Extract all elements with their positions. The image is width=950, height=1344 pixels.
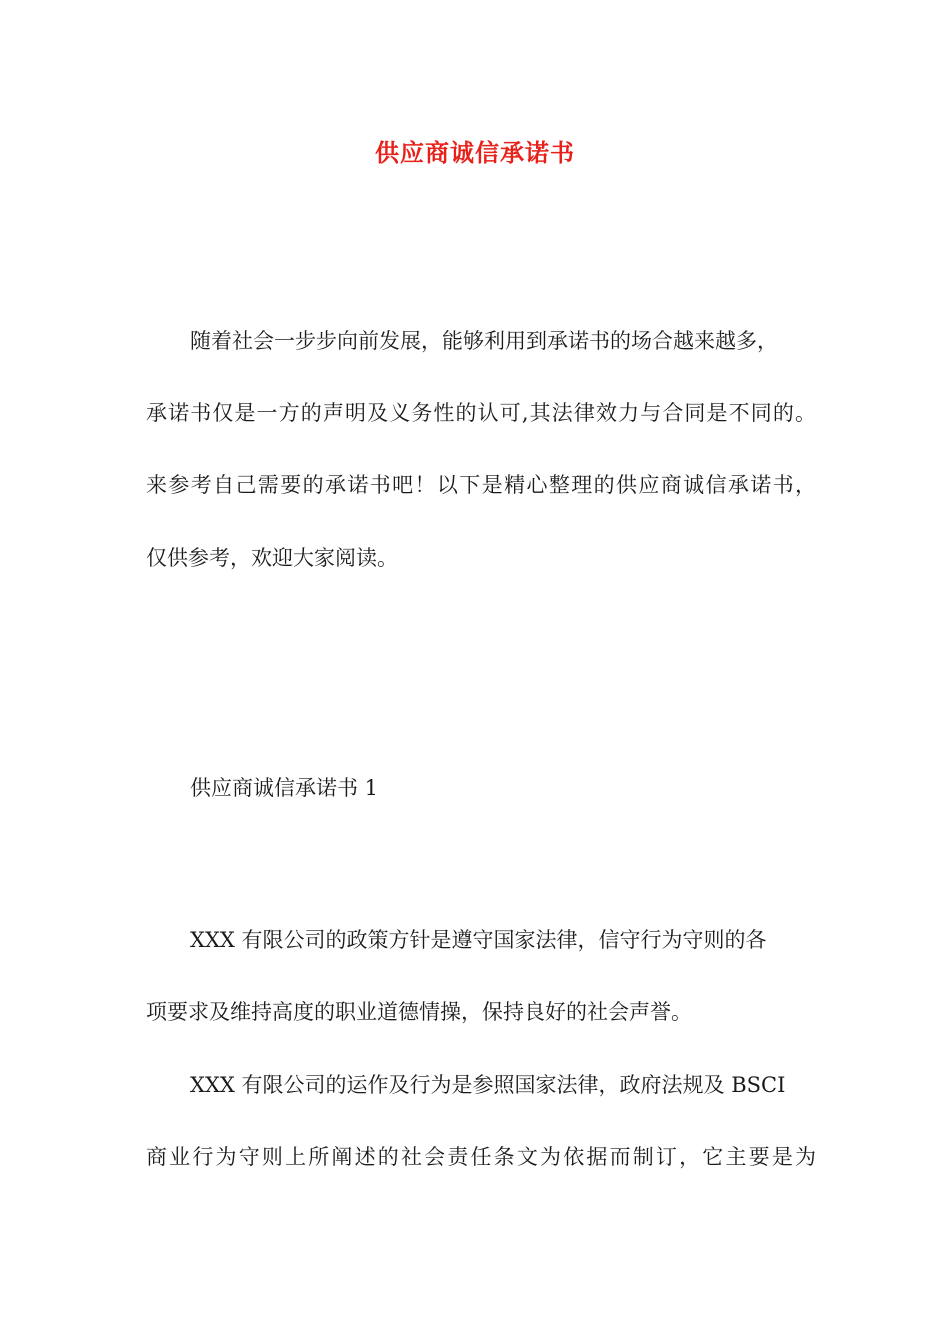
paragraph-2-line-1: XXX 有限公司的运作及行为是参照国家法律，政府法规及 BSCI	[190, 1073, 786, 1097]
intro-line-4: 仅供参考，欢迎大家阅读。	[146, 546, 398, 570]
paragraph-1-line-1: XXX 有限公司的政策方针是遵守国家法律，信守行为守则的各	[190, 928, 767, 952]
paragraph-2-line-2: 商业行为守则上所阐述的社会责任条文为依据而制订，它主要是为	[146, 1145, 816, 1169]
intro-line-3: 来参考自己需要的承诺书吧！以下是精心整理的供应商诚信承诺书，	[146, 473, 816, 497]
paragraph-1-line-2: 项要求及维持高度的职业道德情操，保持良好的社会声誉。	[146, 1000, 692, 1024]
intro-line-2: 承诺书仅是一方的声明及义务性的认可,其法律效力与合同是不同的。	[146, 401, 816, 425]
section-heading: 供应商诚信承诺书 1	[190, 776, 379, 800]
document-title: 供应商诚信承诺书	[375, 138, 575, 167]
intro-line-1: 随着社会一步步向前发展，能够利用到承诺书的场合越来越多，	[190, 329, 778, 353]
